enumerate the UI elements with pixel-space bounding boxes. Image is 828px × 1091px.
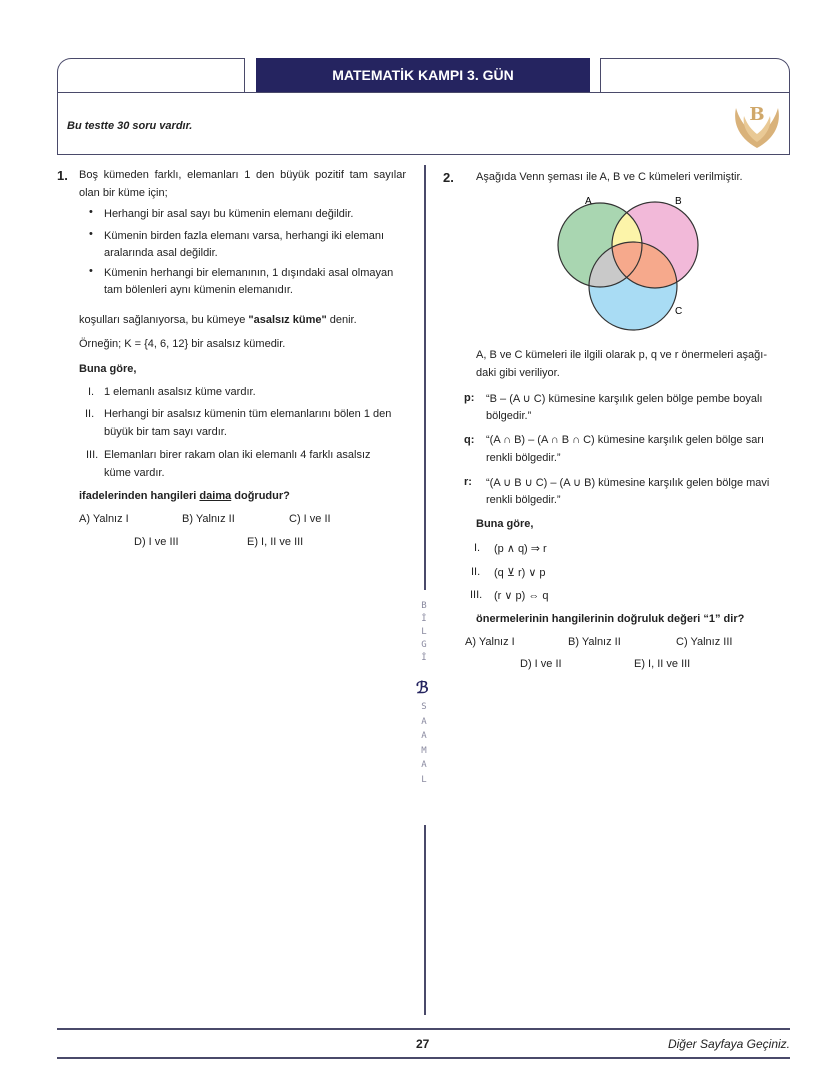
statement-text: küme vardır. bbox=[104, 467, 165, 479]
condition-item: Herhangi bir asal sayı bu kümenin elemanı değildir. bbox=[104, 208, 354, 220]
question-2-intro: Aşağıda Venn şeması ile A, B ve C kümeleri verilmiştir. bbox=[476, 171, 743, 183]
bullet-icon: • bbox=[89, 206, 93, 218]
statement-text: Elemanları birer rakam olan iki elemanlı 4 farklı asalsız bbox=[104, 449, 371, 461]
page-title: MATEMATİK KAMPI 3. GÜN bbox=[256, 58, 590, 92]
ask-pre: ifadelerinden hangileri bbox=[79, 490, 200, 502]
question-2-text: daki gibi veriliyor. bbox=[476, 367, 560, 379]
condition-item: tam bölenleri aynı kümenin elemanıdır. bbox=[104, 284, 293, 296]
brand-letter: İ bbox=[421, 614, 427, 624]
brand-letter: A bbox=[421, 716, 427, 727]
option-a[interactable]: A) Yalnız I bbox=[79, 513, 129, 525]
statement-text: 1 elemanlı asalsız küme vardır. bbox=[104, 386, 256, 398]
venn-label-b: B bbox=[675, 196, 682, 207]
brand-vertical-bottom bbox=[418, 700, 430, 787]
option-c[interactable]: C) Yalnız III bbox=[676, 636, 733, 648]
venn-label-c: C bbox=[675, 306, 683, 317]
question-1-ask bbox=[79, 490, 290, 502]
option-b[interactable]: B) Yalnız II bbox=[568, 636, 621, 648]
brand-letter: S bbox=[421, 702, 427, 712]
buna-gore: Buna göre, bbox=[476, 518, 534, 530]
proposition-text: renkli bölgedir.” bbox=[486, 452, 561, 464]
brand-letter: M bbox=[421, 745, 427, 756]
statement-text: (p ∧ q) ⇒ r bbox=[494, 543, 547, 555]
footer-bottom-rule bbox=[57, 1057, 790, 1059]
statement-text: (q ⊻ r) ∨ p bbox=[494, 567, 546, 579]
brand-letter: B bbox=[421, 601, 427, 611]
bullet-icon: • bbox=[89, 265, 93, 277]
header-right-tab bbox=[600, 58, 790, 93]
question-2-text: A, B ve C kümeleri ile ilgili olarak p, q ve r önermeleri aşağı- bbox=[476, 349, 768, 361]
proposition-text: “B – (A ∪ C) kümesine karşılık gelen bölge pembe boyalı bbox=[486, 393, 763, 405]
option-e[interactable]: E) I, II ve III bbox=[247, 536, 304, 548]
option-b[interactable]: B) Yalnız II bbox=[182, 513, 235, 525]
statement-number: III. bbox=[86, 449, 99, 461]
question-1-intro: olan bir küme için; bbox=[79, 187, 168, 199]
logo-icon bbox=[728, 96, 786, 152]
definition-term: "asalsız küme" bbox=[248, 314, 327, 326]
condition-item: aralarında asal değildir. bbox=[104, 247, 218, 259]
next-page-note: Diğer Sayfaya Geçiniz. bbox=[667, 1037, 790, 1051]
question-2-number: 2. bbox=[443, 170, 454, 185]
question-2-ask: önermelerinin hangilerinin doğruluk değeri “1” dir? bbox=[476, 613, 745, 625]
statement-text: büyük bir tam sayı vardır. bbox=[104, 426, 227, 438]
buna-gore: Buna göre, bbox=[79, 363, 137, 375]
condition-item: Kümenin herhangi bir elemanının, 1 dışındaki asal olmayan bbox=[104, 267, 394, 279]
venn-label-a: A bbox=[585, 196, 592, 207]
option-d[interactable]: D) I ve III bbox=[134, 536, 179, 548]
statement-number: III. bbox=[470, 589, 483, 601]
brand-letter: L bbox=[421, 627, 427, 637]
venn-diagram bbox=[550, 190, 720, 340]
question-1-number: 1. bbox=[57, 168, 68, 183]
proposition-text: renkli bölgedir.” bbox=[486, 494, 561, 506]
statement-number: II. bbox=[471, 566, 481, 578]
footer-top-rule bbox=[57, 1028, 790, 1030]
brand-vertical-top bbox=[418, 600, 430, 665]
svg-text:B: B bbox=[749, 104, 765, 125]
brand-letter: İ bbox=[421, 653, 427, 663]
brand-letter: G bbox=[421, 640, 427, 650]
header-left-tab bbox=[57, 58, 245, 93]
statement-text: Herhangi bir asalsız kümenin tüm elemanlarını bölen 1 den bbox=[104, 408, 392, 420]
brand-logo-icon: ℬ bbox=[416, 678, 429, 697]
page-number: 27 bbox=[416, 1037, 430, 1051]
column-divider bbox=[424, 165, 426, 590]
example-text: Örneğin; K = {4, 6, 12} bir asalsız kümedir. bbox=[79, 338, 286, 350]
proposition-key: r: bbox=[464, 476, 472, 488]
condition-item: Kümenin birden fazla elemanı varsa, herhangi iki elemanı bbox=[104, 230, 385, 242]
option-d[interactable]: D) I ve II bbox=[520, 658, 562, 670]
proposition-key: q: bbox=[464, 434, 475, 446]
test-info: Bu testte 30 soru vardır. bbox=[67, 120, 193, 132]
proposition-text: bölgedir.” bbox=[486, 410, 532, 422]
bullet-icon: • bbox=[89, 228, 93, 240]
definition-text bbox=[79, 314, 357, 326]
brand-letter: L bbox=[421, 774, 427, 785]
brand-letter: A bbox=[421, 731, 427, 741]
proposition-text: “(A ∪ B ∪ C) – (A ∪ B) kümesine karşılık gelen bölge mavi bbox=[486, 477, 770, 489]
option-a[interactable]: A) Yalnız I bbox=[465, 636, 515, 648]
question-1-intro: Boş kümeden farklı, elemanları 1 den büyük pozitif tam sayılar bbox=[79, 169, 406, 181]
definition-pre: koşulları sağlanıyorsa, bu kümeye bbox=[79, 314, 249, 326]
ask-underlined: daima bbox=[199, 490, 232, 502]
statement-number: I. bbox=[88, 386, 95, 398]
column-divider bbox=[424, 825, 426, 1015]
option-e[interactable]: E) I, II ve III bbox=[634, 658, 691, 670]
ask-post: doğrudur? bbox=[231, 490, 290, 502]
statement-number: II. bbox=[85, 408, 95, 420]
option-c[interactable]: C) I ve II bbox=[289, 513, 331, 525]
proposition-text: “(A ∩ B) – (A ∩ B ∩ C) kümesine karşılık gelen bölge sarı bbox=[486, 434, 765, 446]
statement-text: (r ∨ p) ⇔ q bbox=[494, 590, 549, 602]
definition-post: denir. bbox=[326, 314, 357, 326]
proposition-key: p: bbox=[464, 392, 475, 404]
statement-number: I. bbox=[474, 542, 481, 554]
brand-letter: A bbox=[421, 760, 427, 770]
